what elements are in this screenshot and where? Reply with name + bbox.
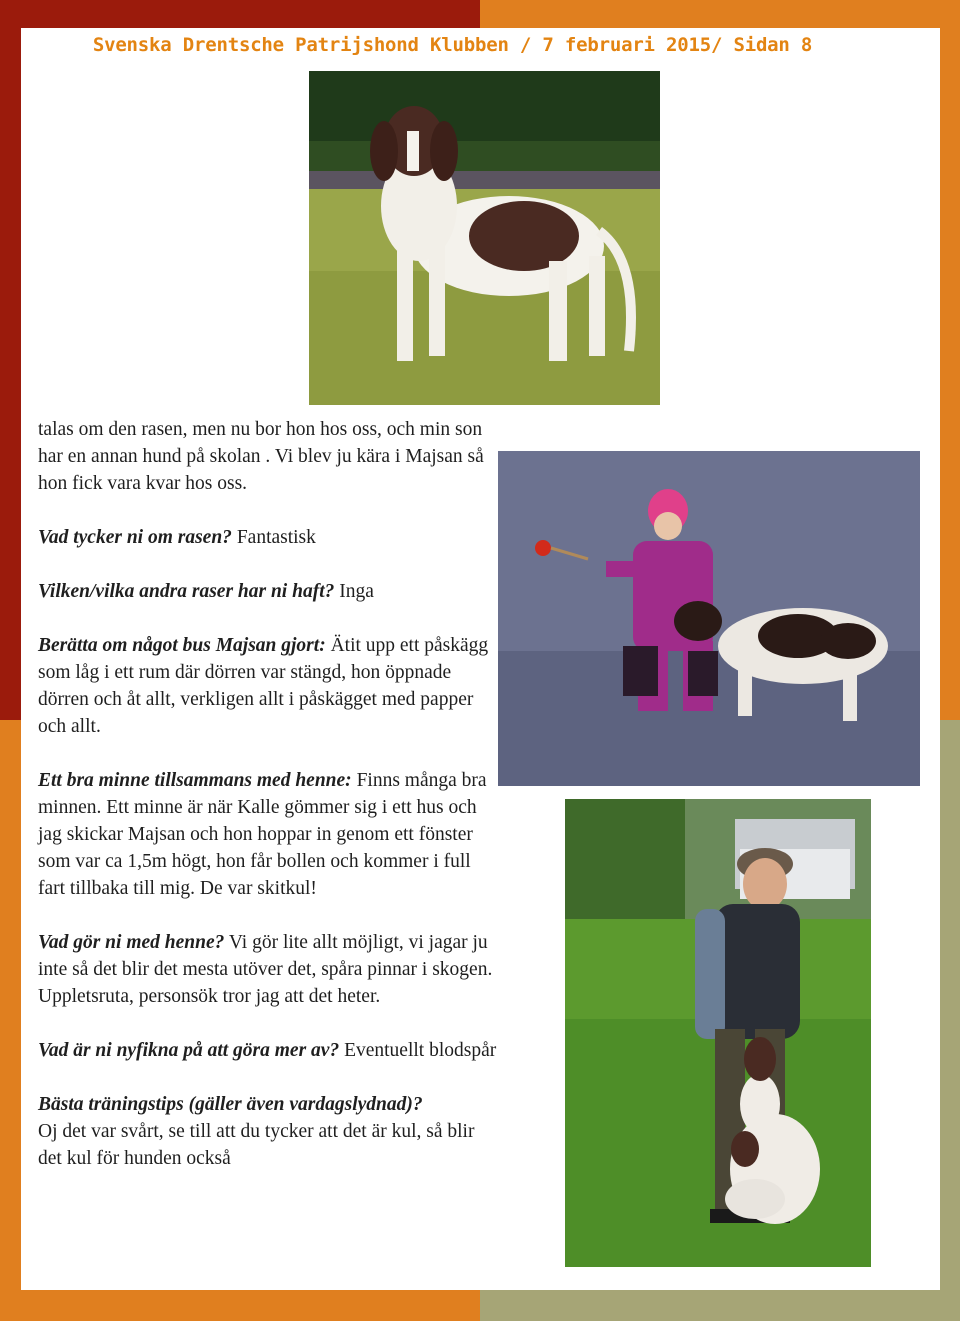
frame-top-right bbox=[480, 0, 960, 28]
frame-bottom-right bbox=[480, 1290, 960, 1321]
qa-item bbox=[38, 1037, 498, 1064]
qa-item bbox=[38, 578, 498, 605]
question: Berätta om något bus Majsan gjort: bbox=[38, 635, 326, 656]
answer: Vi gör lite allt möjligt, vi jagar ju inte så det blir det mesta utöver det, spåra pinnar i skogen. Uppletsruta, personsök tror jag att det heter. bbox=[38, 932, 493, 1007]
answer: Ätit upp ett påskägg som låg i ett rum där dörren var stängd, hon öppnade dörren och åt allt, verkligen allt i påskägget med papper och allt. bbox=[38, 635, 489, 737]
question: Vad gör ni med henne? bbox=[38, 932, 225, 953]
frame-right-upper bbox=[940, 0, 960, 720]
frame-top-left bbox=[0, 0, 480, 28]
frame-bottom-left bbox=[0, 1290, 480, 1321]
answer: Fantastisk bbox=[231, 527, 316, 548]
qa-item bbox=[38, 524, 498, 551]
answer: Inga bbox=[334, 581, 374, 602]
frame-left-lower bbox=[0, 720, 21, 1321]
answer: Eventuellt blodspår bbox=[339, 1040, 497, 1061]
article-body bbox=[38, 416, 498, 1199]
photo-child-with-dog bbox=[498, 451, 920, 786]
qa-item bbox=[38, 632, 498, 740]
photo-man-training-dog bbox=[565, 799, 871, 1267]
intro-paragraph: talas om den rasen, men nu bor hon hos oss, och min son har en annan hund på skolan . Vi blev ju kära i Majsan så hon fick vara kvar hos oss. bbox=[38, 419, 484, 494]
photo-dog-standing bbox=[309, 71, 660, 405]
page-header: Svenska Drentsche Patrijshond Klubben / 7 februari 2015/ Sidan 8 bbox=[92, 34, 813, 56]
answer: Oj det var svårt, se till att du tycker att det är kul, så blir det kul för hunden också bbox=[38, 1121, 475, 1169]
answer: Finns många bra minnen. Ett minne är när Kalle gömmer sig i ett hus och jag skickar Majsan och hon hoppar in genom ett fönster som var ca 1,5m högt, hon får bollen och kommer i full fart tillbaka till mig. De var skitkul! bbox=[38, 770, 487, 899]
qa-item bbox=[38, 929, 498, 1010]
question: Vad är ni nyfikna på att göra mer av? bbox=[38, 1040, 340, 1061]
question: Ett bra minne tillsammans med henne: bbox=[38, 770, 352, 791]
question: Vad tycker ni om rasen? bbox=[38, 527, 232, 548]
frame-left-upper bbox=[0, 0, 21, 720]
frame-right-lower bbox=[940, 720, 960, 1321]
qa-item bbox=[38, 767, 498, 902]
question: Bästa träningstips (gäller även vardagslydnad)? bbox=[38, 1094, 423, 1115]
question: Vilken/vilka andra raser har ni haft? bbox=[38, 581, 335, 602]
qa-item bbox=[38, 1091, 498, 1172]
